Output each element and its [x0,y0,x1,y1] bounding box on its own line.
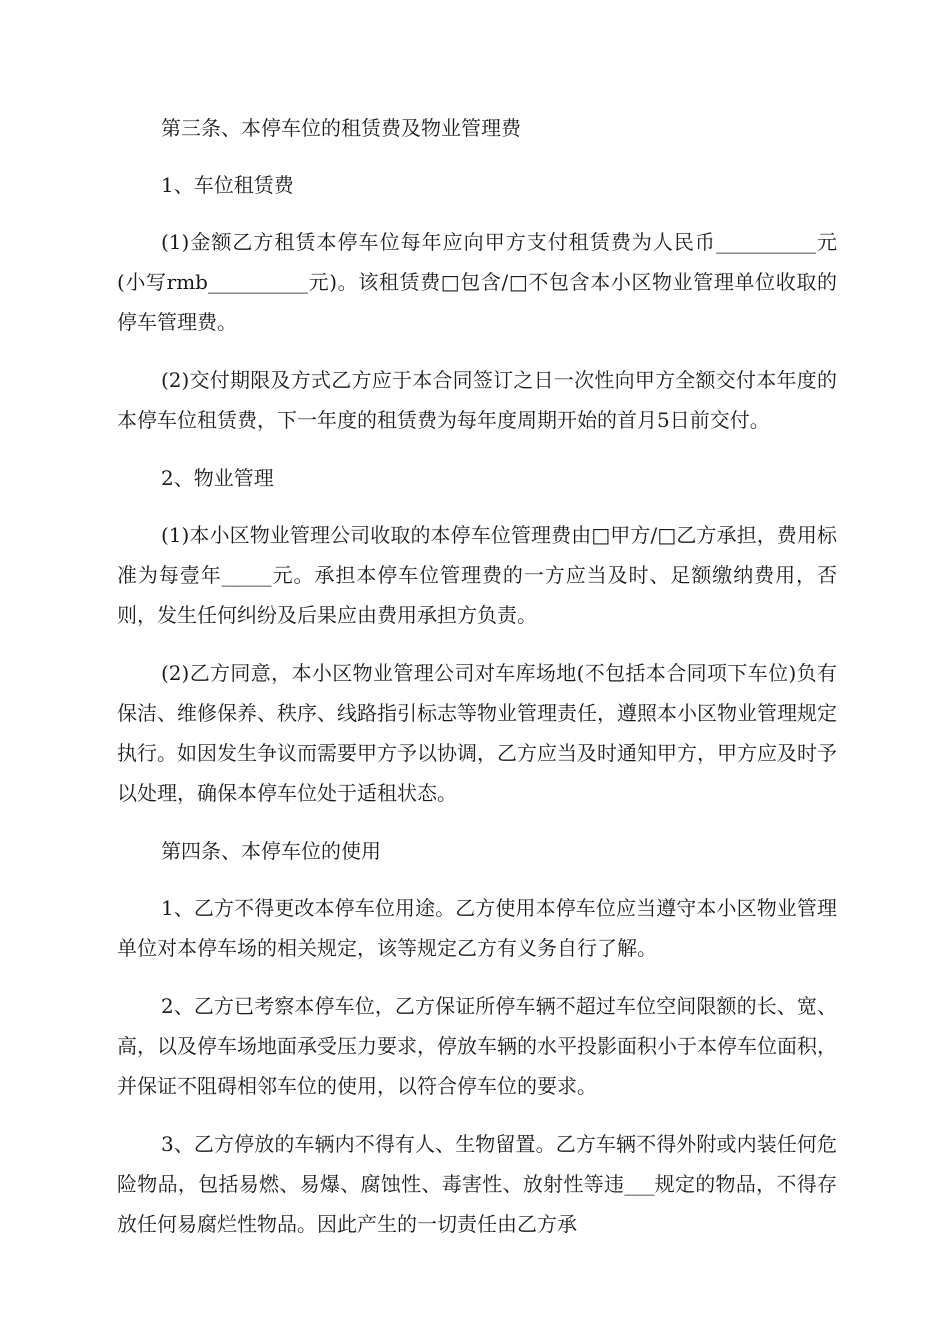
clause-use-3: 3、乙方停放的车辆内不得有人、生物留置。乙方车辆不得外附或内装任何危险物品，包括易燃、易爆、腐蚀性、毒害性、放射性等违___规定的物品，不得存放任何易腐烂性物品。因此产生的一切责任由乙方承 [117,1132,837,1236]
clause-management-duty: (2)乙方同意，本小区物业管理公司对车库场地(不包括本合同项下车位)负有保洁、维修保养、秩序、线路指引标志等物业管理责任，遵照本小区物业管理规定执行。如因发生争议而需要甲方予以协调，乙方应当及时通知甲方，甲方应及时予以处理，确保本停车位处于适租状态。 [117,661,837,805]
clause-rent-payment: (2)交付期限及方式乙方应于本合同签订之日一次性向甲方全额交付本年度的本停车位租赁费，下一年度的租赁费为每年度周期开始的首月5日前交付。 [117,368,837,432]
clause-management-fee: (1)本小区物业管理公司收取的本停车位管理费由□甲方/□乙方承担，费用标准为每壹年_____元。承担本停车位管理费的一方应当及时、足额缴纳费用，否则，发生任何纠纷及后果应由费用承担方负责。 [117,523,837,627]
clause-use-1: 1、乙方不得更改本停车位用途。乙方使用本停车位应当遵守本小区物业管理单位对本停车场的相关规定，该等规定乙方有义务自行了解。 [117,896,837,960]
document-body [117,108,837,1262]
clause-use-2: 2、乙方已考察本停车位，乙方保证所停车辆不超过车位空间限额的长、宽、高，以及停车场地面承受压力要求，停放车辆的水平投影面积小于本停车位面积，并保证不阻碍相邻车位的使用，以符合停车位的要求。 [117,994,837,1098]
article-3-heading: 第三条、本停车位的租赁费及物业管理费 [161,116,521,140]
clause-rent-amount: (1)金额乙方租赁本停车位每年应向甲方支付租赁费为人民币__________元(小写rmb__________元)。该租赁费□包含/□不包含本小区物业管理单位收取的停车管理费。 [117,230,837,334]
section-1-heading: 1、车位租赁费 [161,173,294,197]
article-4-heading: 第四条、本停车位的使用 [161,839,381,863]
section-2-heading: 2、物业管理 [161,466,274,490]
